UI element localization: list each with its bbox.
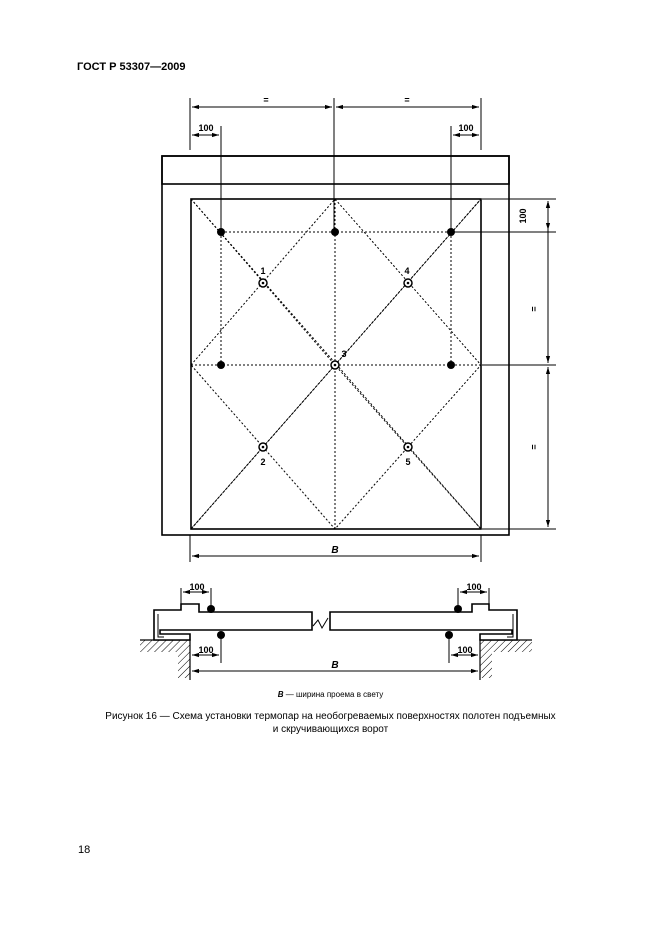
offset-label-side: 100	[518, 208, 528, 224]
point-label-1: 1	[260, 266, 266, 276]
point-label-2: 2	[260, 457, 266, 467]
width-symbol: B	[331, 545, 339, 556]
top-equal-mark-2: =	[404, 95, 410, 105]
legend-text: — ширина проема в свету	[283, 690, 384, 699]
top-equal-mark-1: =	[263, 95, 269, 105]
section-offset-label-2: 100	[466, 582, 482, 592]
caption-line-1: Рисунок 16 — Схема установки термопар на необогреваемых поверхностях полотен подъемных	[105, 711, 556, 722]
point-label-3: 3	[341, 349, 347, 359]
legend-symbol: B	[277, 690, 284, 699]
section-width-symbol: B	[331, 660, 339, 671]
reference-dots	[217, 228, 455, 369]
side-equal-mark-2: =	[529, 444, 539, 450]
section-offset-label-1: 100	[189, 582, 205, 592]
side-dimension	[451, 199, 556, 529]
point-label-5: 5	[405, 457, 411, 467]
document-header: ГОСТ Р 53307—2009	[77, 61, 186, 73]
point-label-4: 4	[404, 266, 410, 276]
caption-line-2: и скручивающихся ворот	[272, 724, 389, 735]
section-offset-label-4: 100	[457, 645, 473, 655]
section-offset-label-3: 100	[198, 645, 214, 655]
offset-label-top-right: 100	[458, 123, 474, 133]
figure-caption	[0, 710, 661, 736]
offset-label-top-left: 100	[198, 123, 214, 133]
figure-legend	[0, 690, 661, 699]
side-equal-mark-1: =	[529, 306, 539, 312]
page-number: 18	[78, 844, 91, 856]
